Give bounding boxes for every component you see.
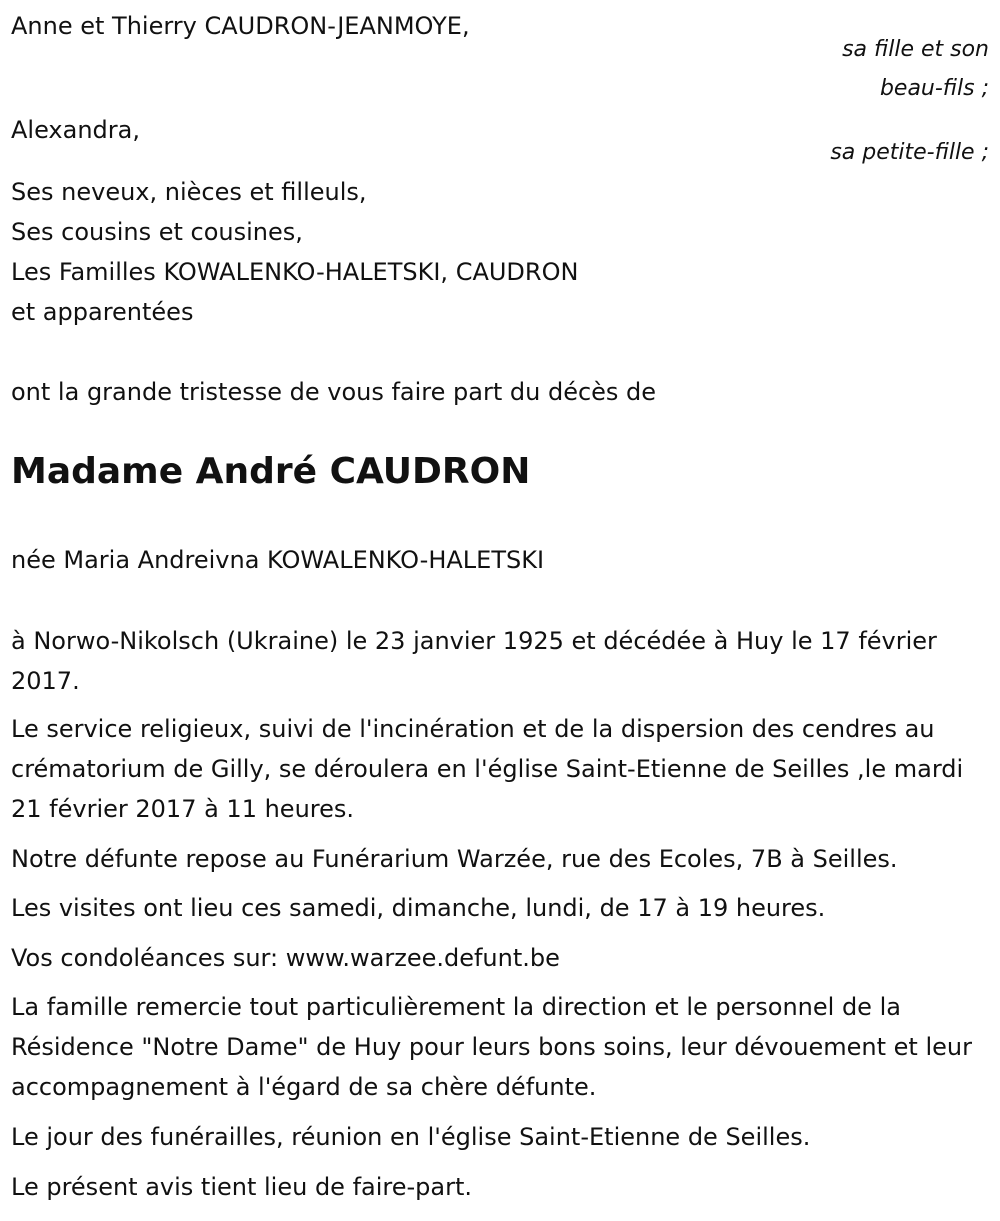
paragraph-visits: Les visites ont lieu ces samedi, dimanche, lundi, de 17 à 19 heures. (11, 894, 826, 922)
role-daughter: sa fille et son (842, 37, 989, 62)
family-line-cousins: Ses cousins et cousines, (11, 218, 303, 246)
announcement-text: ont la grande tristesse de vous faire part du décès de (11, 378, 657, 406)
deceased-birth-name: née Maria Andreivna KOWALENKO-HALETSKI (11, 546, 545, 574)
paragraph-meeting: Le jour des funérailles, réunion en l'église Saint-Etienne de Seilles. (11, 1123, 811, 1151)
paragraph-rest: Notre défunte repose au Funérarium Warzée, rue des Ecoles, 7B à Seilles. (11, 845, 898, 873)
paragraph-notice: Le présent avis tient lieu de faire-part. (11, 1173, 473, 1201)
role-son-in-law: beau-fils ; (879, 76, 989, 101)
paragraph-condolences: Vos condoléances sur: www.warzee.defunt.be (11, 944, 560, 972)
paragraph-birth-death: à Norwo-Nikolsch (Ukraine) le 23 janvier 1925 et décédée à Huy le 17 février 2017. (11, 627, 937, 695)
family-line-daughter: Anne et Thierry CAUDRON-JEANMOYE, (11, 12, 470, 40)
deceased-name: Madame André CAUDRON (11, 451, 531, 492)
family-line-nephews: Ses neveux, nièces et filleuls, (11, 178, 367, 206)
family-line-relatives: et apparentées (11, 298, 194, 326)
family-line-granddaughter: Alexandra, (11, 116, 140, 144)
paragraph-thanks: La famille remercie tout particulièrement la direction et le personnel de la Résidence "Notre Dame" de Huy pour leurs bons soins, leur dévouement et leur accompagnement à l'égard de sa chère défunte. (11, 993, 972, 1101)
role-granddaughter: sa petite-fille ; (830, 140, 989, 165)
paragraph-service: Le service religieux, suivi de l'incinération et de la dispersion des cendres au crématorium de Gilly, se déroulera en l'église Saint-Etienne de Seilles ,le mardi 21 février 2017 à 11 heures. (11, 715, 964, 823)
family-line-families: Les Familles KOWALENKO-HALETSKI, CAUDRON (11, 258, 579, 286)
